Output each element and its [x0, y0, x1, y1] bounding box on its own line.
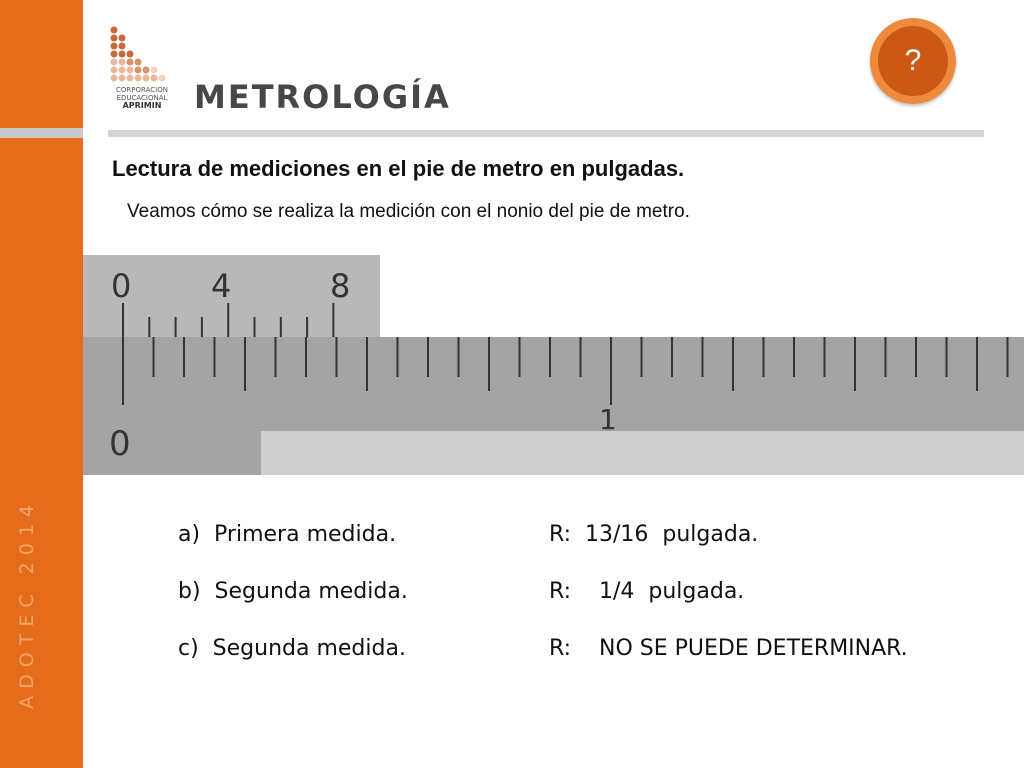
question-b: b) Segunda medida. — [178, 579, 408, 604]
vernier-label-4: 4 — [211, 267, 232, 305]
answer-b: R: 1/4 pulgada. — [549, 579, 745, 604]
help-button[interactable] — [870, 18, 956, 104]
question-a: a) Primera medida. — [178, 522, 397, 547]
sidebar-text: ADOTEC 2014 — [16, 498, 38, 709]
question-c: c) Segunda medida. — [178, 636, 406, 661]
bottom-overlay — [261, 431, 1024, 475]
vernier-label-8: 8 — [330, 267, 351, 305]
vernier-label-0: 0 — [111, 267, 132, 305]
logo-brand: APRIMIN — [122, 101, 162, 110]
page-title: METROLOGÍA — [194, 78, 451, 116]
section-subtitle: Veamos cómo se realiza la medición con el nonio del pie de metro. — [127, 201, 690, 222]
answer-c: R: NO SE PUEDE DETERMINAR. — [549, 636, 908, 661]
sidebar — [0, 0, 83, 768]
sidebar-tab — [0, 128, 83, 138]
header-divider — [108, 130, 984, 137]
main-label-0: 0 — [109, 424, 131, 464]
logo-line-1: CORPORACION — [116, 86, 168, 94]
caliper-image — [83, 255, 1024, 475]
main-label-1: 1 — [599, 403, 617, 436]
section-heading: Lectura de mediciones en el pie de metro en pulgadas. — [112, 156, 685, 181]
answer-a: R: 13/16 pulgada. — [549, 522, 759, 547]
logo-line-2: EDUCACIONAL — [116, 94, 168, 102]
logo-text — [106, 86, 178, 110]
help-icon: ? — [878, 26, 948, 96]
